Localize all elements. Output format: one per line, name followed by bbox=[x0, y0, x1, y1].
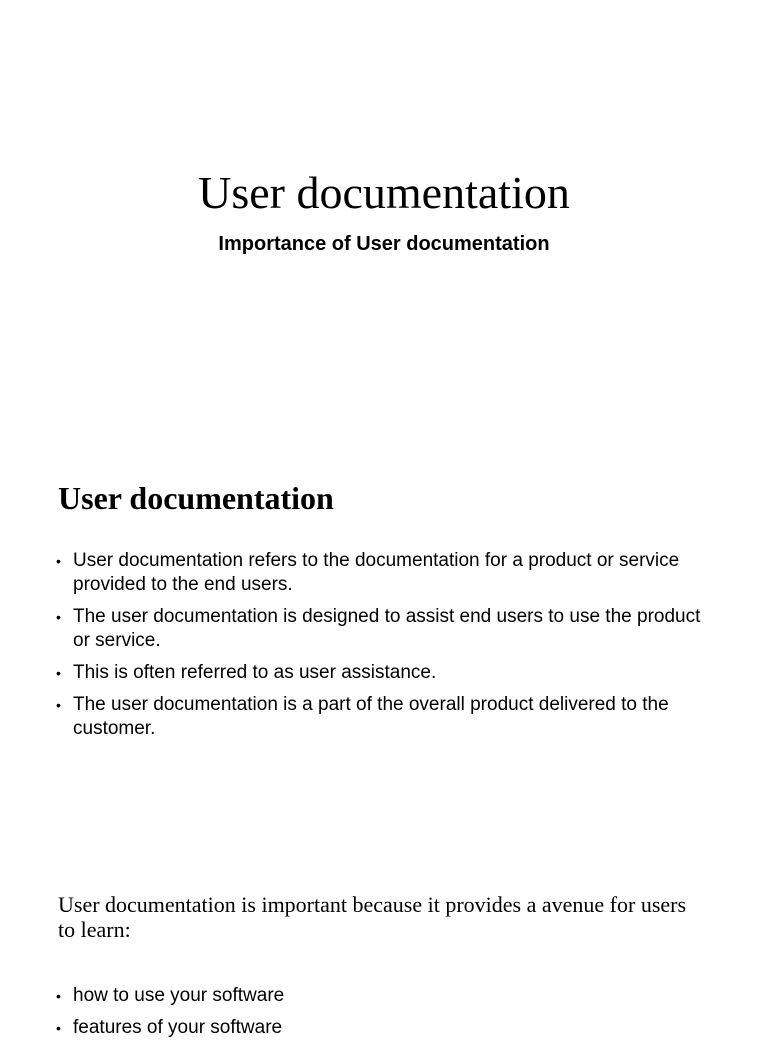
bullet-icon: • bbox=[56, 697, 61, 713]
bullet-text: User documentation refers to the documentation for a product or service provided to the end users. bbox=[73, 550, 680, 595]
list-item bbox=[56, 661, 716, 685]
slide-subtitle: Importance of User documentation bbox=[218, 233, 550, 255]
content-heading: User documentation bbox=[58, 480, 334, 516]
list-item bbox=[56, 549, 716, 597]
list-item bbox=[56, 693, 716, 741]
bullet-text: This is often referred to as user assistance. bbox=[73, 662, 437, 683]
content-slide bbox=[0, 288, 768, 864]
partial-slide bbox=[0, 864, 768, 1038]
bullet-text: The user documentation is a part of the overall product delivered to the customer. bbox=[73, 694, 669, 739]
bullet-list bbox=[56, 549, 716, 749]
bullet-icon: • bbox=[56, 609, 61, 625]
bullet-text: how to use your software bbox=[73, 985, 285, 1006]
bullet-icon: • bbox=[56, 553, 61, 569]
title-slide bbox=[0, 0, 768, 288]
list-item bbox=[56, 605, 716, 653]
bullet-icon: • bbox=[56, 665, 61, 681]
bullet-icon: • bbox=[56, 1020, 61, 1036]
bullet-text: The user documentation is designed to assist end users to use the product or service. bbox=[73, 606, 701, 651]
bullet-list bbox=[56, 984, 716, 1048]
slide-title: User documentation bbox=[198, 167, 570, 218]
list-item bbox=[56, 1016, 716, 1040]
bullet-icon: • bbox=[56, 988, 61, 1004]
intro-paragraph: User documentation is important because it provides a avenue for users to learn: bbox=[58, 892, 687, 942]
bullet-text: features of your software bbox=[73, 1017, 283, 1038]
list-item bbox=[56, 984, 716, 1008]
